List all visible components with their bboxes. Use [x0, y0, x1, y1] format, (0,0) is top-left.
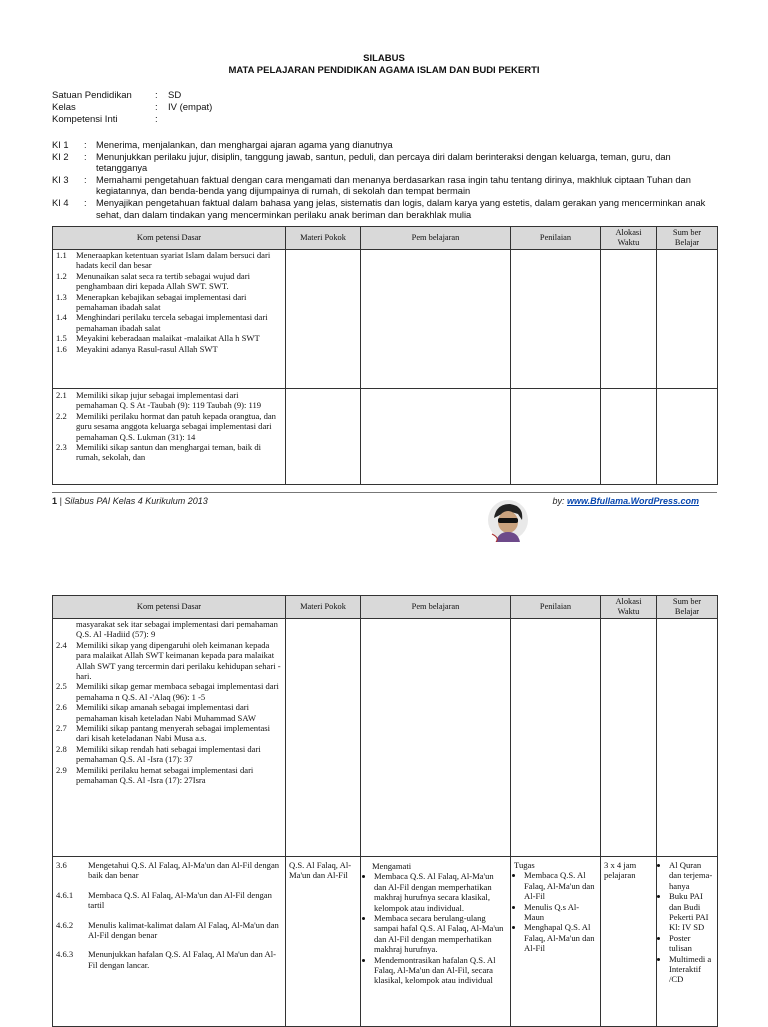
kompetensi-inti-list — [52, 140, 722, 221]
kd-item: 2.5 Memiliki sikap gemar membaca sebagai implementasi dari pemahama n Q.S. Al -'Alaq (96): 1 -5 — [56, 681, 279, 702]
col-header-penilaian: Penilaian — [511, 596, 601, 619]
kd-item: 2.7 Memiliki sikap pantang menyerah sebagai implementasi dari kisah keteladanan Nabi Musa a.s. — [56, 723, 271, 744]
col-header-alokasi: Alokasi Waktu — [601, 227, 657, 250]
list-item: • Multimedi a Interaktif /CD — [669, 954, 714, 985]
col-header-pembelajaran: Pem belajaran — [361, 596, 511, 619]
kd-item: 1.2 Menunaikan salat seca ra tertib sebagai wujud dari penghambaan diri kepada Allah SWT. SWT. — [56, 270, 250, 292]
kd-item: 1.5 Meyakini keberadaan malaikat -malaikat Alla h SWT — [56, 333, 260, 344]
alokasi-text: 3 x 4 jam pelajaran — [604, 860, 637, 881]
materi-cell — [286, 857, 361, 1027]
ki-item: KI 3 : Memahami pengetahuan faktual dengan cara mengamati dan menanya berdasarkan rasa ingin tahu tentang dirinya, makhluk ciptaan Tuhan dan kegiatannya, dan benda-benda yang dijumpainya di rumah, di sekolah dan tempat bermain — [52, 174, 691, 197]
table-row — [53, 389, 718, 485]
table-row — [53, 857, 718, 1027]
meta-block — [52, 90, 212, 126]
list-item: • Membaca Q.S. Al Falaq, Al-Ma'un dan Al-Fil — [524, 870, 597, 901]
list-item: • Mendemontrasikan hafalan Q.S. Al Falaq, Al-Ma'un dan Al-Fil, secara klasikal, kelompok atau individual — [374, 955, 507, 986]
kd-cell — [53, 857, 286, 1027]
ki-item: KI 1 : Menerima, menjalankan, dan menghargai ajaran agama yang dianutnya — [52, 140, 393, 150]
col-header-kd: Kom petensi Dasar — [53, 227, 286, 250]
list-item: • Menghapal Q.S. Al Falaq, Al-Ma'un dan Al-Fil — [524, 922, 597, 953]
sumber-cell — [657, 389, 718, 485]
sumber-list — [660, 860, 714, 985]
footer-credit: by: www.Bfullama.WordPress.com — [552, 496, 699, 506]
kd-item: 2.2 Memiliki perilaku hormat dan patuh kepada orangtua, dan guru sesama anggota keluarga sebagai implementasi dari pemahaman Q.S. Lukman (31): 14 — [56, 410, 276, 442]
pembelajaran-cell — [361, 389, 511, 485]
table-row — [53, 619, 718, 857]
pembelajaran-cell — [361, 619, 511, 857]
kd-item: 2.4 Memiliki sikap yang dipengaruhi oleh keimanan kepada para malaikat Allah SWT keimanan kepada para malaikat Allah SWT yang tercermin dari perilaku kehidupan sehari -hari. — [56, 639, 281, 682]
alokasi-cell — [601, 389, 657, 485]
page-2 — [0, 590, 768, 1024]
penilaian-cell — [511, 250, 601, 389]
materi-cell — [286, 619, 361, 857]
pembelajaran-cell — [361, 250, 511, 389]
penilaian-cell — [511, 857, 601, 1027]
col-header-penilaian: Penilaian — [511, 227, 601, 250]
kd-item: 1.6 Meyakini adanya Rasul-rasul Allah SWT — [56, 343, 218, 354]
kd-item: 2.6 Memiliki sikap amanah sebagai implementasi dari pemahaman kisah keteladan Nabi Muhammad SAW — [56, 702, 256, 723]
author-avatar-icon — [486, 498, 530, 542]
kd-item: 1.1 Meneraapkan ketentuan syariat Islam dalam bersuci dari hadats kecil dan besar — [56, 250, 271, 271]
pembelajaran-cell — [361, 857, 511, 1027]
col-header-sumber: Sum ber Belajar — [657, 596, 718, 619]
alokasi-cell — [601, 250, 657, 389]
col-header-materi: Materi Pokok — [286, 227, 361, 250]
col-header-alokasi: Alokasi Waktu — [601, 596, 657, 619]
kd-item: 2.3 Memiliki sikap santun dan menghargai teman, baik di rumah, sekolah, dan — [56, 442, 262, 463]
kd-item: 2.1 Memiliki sikap jujur sebagai implementasi dari pemahaman Q. S At -Taubah (9): 119 Taubah (9): 119 — [56, 390, 262, 411]
list-item: • Buku PAI dan Budi Pekerti PAI Kl: IV SD — [669, 891, 714, 933]
penilaian-cell — [511, 389, 601, 485]
meta-row: Satuan Pendidikan : SD — [52, 90, 182, 101]
col-header-pembelajaran: Pem belajaran — [361, 227, 511, 250]
penilaian-list — [514, 870, 597, 953]
document-subtitle: MATA PELAJARAN PENDIDIKAN AGAMA ISLAM DAN BUDI PEKERTI — [228, 65, 540, 76]
pembelajaran-heading: Mengamati — [372, 861, 412, 871]
ki-item: KI 4 : Menyajikan pengetahuan faktual dalam bahasa yang jelas, sistematis dan logis, dalam karya yang estetis, dalam gerakan yang mencerminkan anak sehat, dan dalam tindakan yang mencerminkan perilaku anak beriman dan berakhlak mulia — [52, 197, 706, 220]
penilaian-heading: Tugas — [514, 860, 535, 870]
col-header-sumber: Sum ber Belajar — [657, 227, 718, 250]
materi-text: Q.S. Al Falaq, Al-Ma'un dan Al-Fil — [289, 860, 352, 881]
kd-item: 4.6.2 Menulis kalimat-kalimat dalam Al Falaq, Al-Ma'un dan Al-Fil dengan benar — [56, 919, 279, 941]
page-gap — [0, 545, 768, 590]
sumber-cell — [657, 857, 718, 1027]
kd-item: masyarakat sek itar sebagai implementasi dari pemahaman Q.S. Al -Hadiid (57): 9 — [76, 619, 278, 640]
table-header-row — [53, 227, 718, 250]
ki-item: KI 2 : Menunjukkan perilaku jujur, disiplin, tanggung jawab, santun, peduli, dan percaya diri dalam berinteraksi dengan keluarga, teman, guru, dan tetangganya — [52, 151, 671, 174]
table-row — [53, 250, 718, 389]
pembelajaran-list — [364, 871, 507, 985]
list-item: • Membaca secara berulang-ulang sampai hafal Q.S. Al Falaq, Al-Ma'un dan Al-Fil dengan memperhatikan makhraj hurufnya. — [374, 913, 507, 955]
meta-row: Kompetensi Inti : — [52, 114, 158, 125]
penilaian-cell — [511, 619, 601, 857]
kd-item: 3.6 Mengetahui Q.S. Al Falaq, Al-Ma'un dan Al-Fil dengan baik dan benar — [56, 860, 280, 881]
kd-cell — [53, 389, 286, 485]
sumber-cell — [657, 250, 718, 389]
meta-row: Kelas : IV (empat) — [52, 102, 213, 113]
kd-cell — [53, 619, 286, 857]
kd-item: 4.6.3 Menunjukkan hafalan Q.S. Al Falaq, Al Ma'un dan Al-Fil dengan lancar. — [56, 949, 276, 970]
col-header-kd: Kom petensi Dasar — [53, 596, 286, 619]
syllabus-table-page-2 — [52, 595, 718, 1027]
footer-link[interactable]: www.Bfullama.WordPress.com — [566, 496, 699, 506]
materi-cell — [286, 250, 361, 389]
syllabus-table-page-1 — [52, 226, 718, 485]
list-item: • Poster tulisan — [669, 933, 714, 954]
sumber-cell — [657, 619, 718, 857]
kd-item: 1.4 Menghindari perilaku tercela sebagai implementasi dari pemahaman ibadah salat — [56, 312, 268, 333]
col-header-materi: Materi Pokok — [286, 596, 361, 619]
alokasi-cell — [601, 857, 657, 1027]
footer-doc-label: 1 | Silabus PAI Kelas 4 Kurikulum 2013 — [52, 496, 208, 506]
kd-item: 2.8 Memiliki sikap rendah hati sebagai implementasi dari pemahaman Q.S. Al -Isra (17): 37 — [56, 743, 261, 765]
kd-cell — [53, 250, 286, 389]
kd-item: 2.9 Memiliki perilaku hemat sebagai implementasi dari pemahaman Q.S. Al -Isra (17): 27Isra — [56, 764, 254, 786]
list-item: • Al Quran dan terjema-hanya — [669, 860, 714, 891]
kd-item: 1.3 Menerapkan kebajikan sebagai implementasi dari pemahaman ibadah salat — [56, 291, 247, 313]
list-item: • Membaca Q.S. Al Falaq, Al-Ma'un dan Al-Fil dengan memperhatikan makhraj hurufnya secara klasikal, kelompok atau individual. — [374, 871, 507, 913]
page-footer — [52, 492, 717, 506]
kd-item: 4.6.1 Membaca Q.S. Al Falaq, Al-Ma'un dan Al-Fil dengan tartil — [56, 889, 272, 911]
document-title: SILABUS — [363, 53, 405, 64]
table-header-row — [53, 596, 718, 619]
materi-cell — [286, 389, 361, 485]
alokasi-cell — [601, 619, 657, 857]
list-item: • Menulis Q.s Al-Maun — [524, 902, 597, 923]
